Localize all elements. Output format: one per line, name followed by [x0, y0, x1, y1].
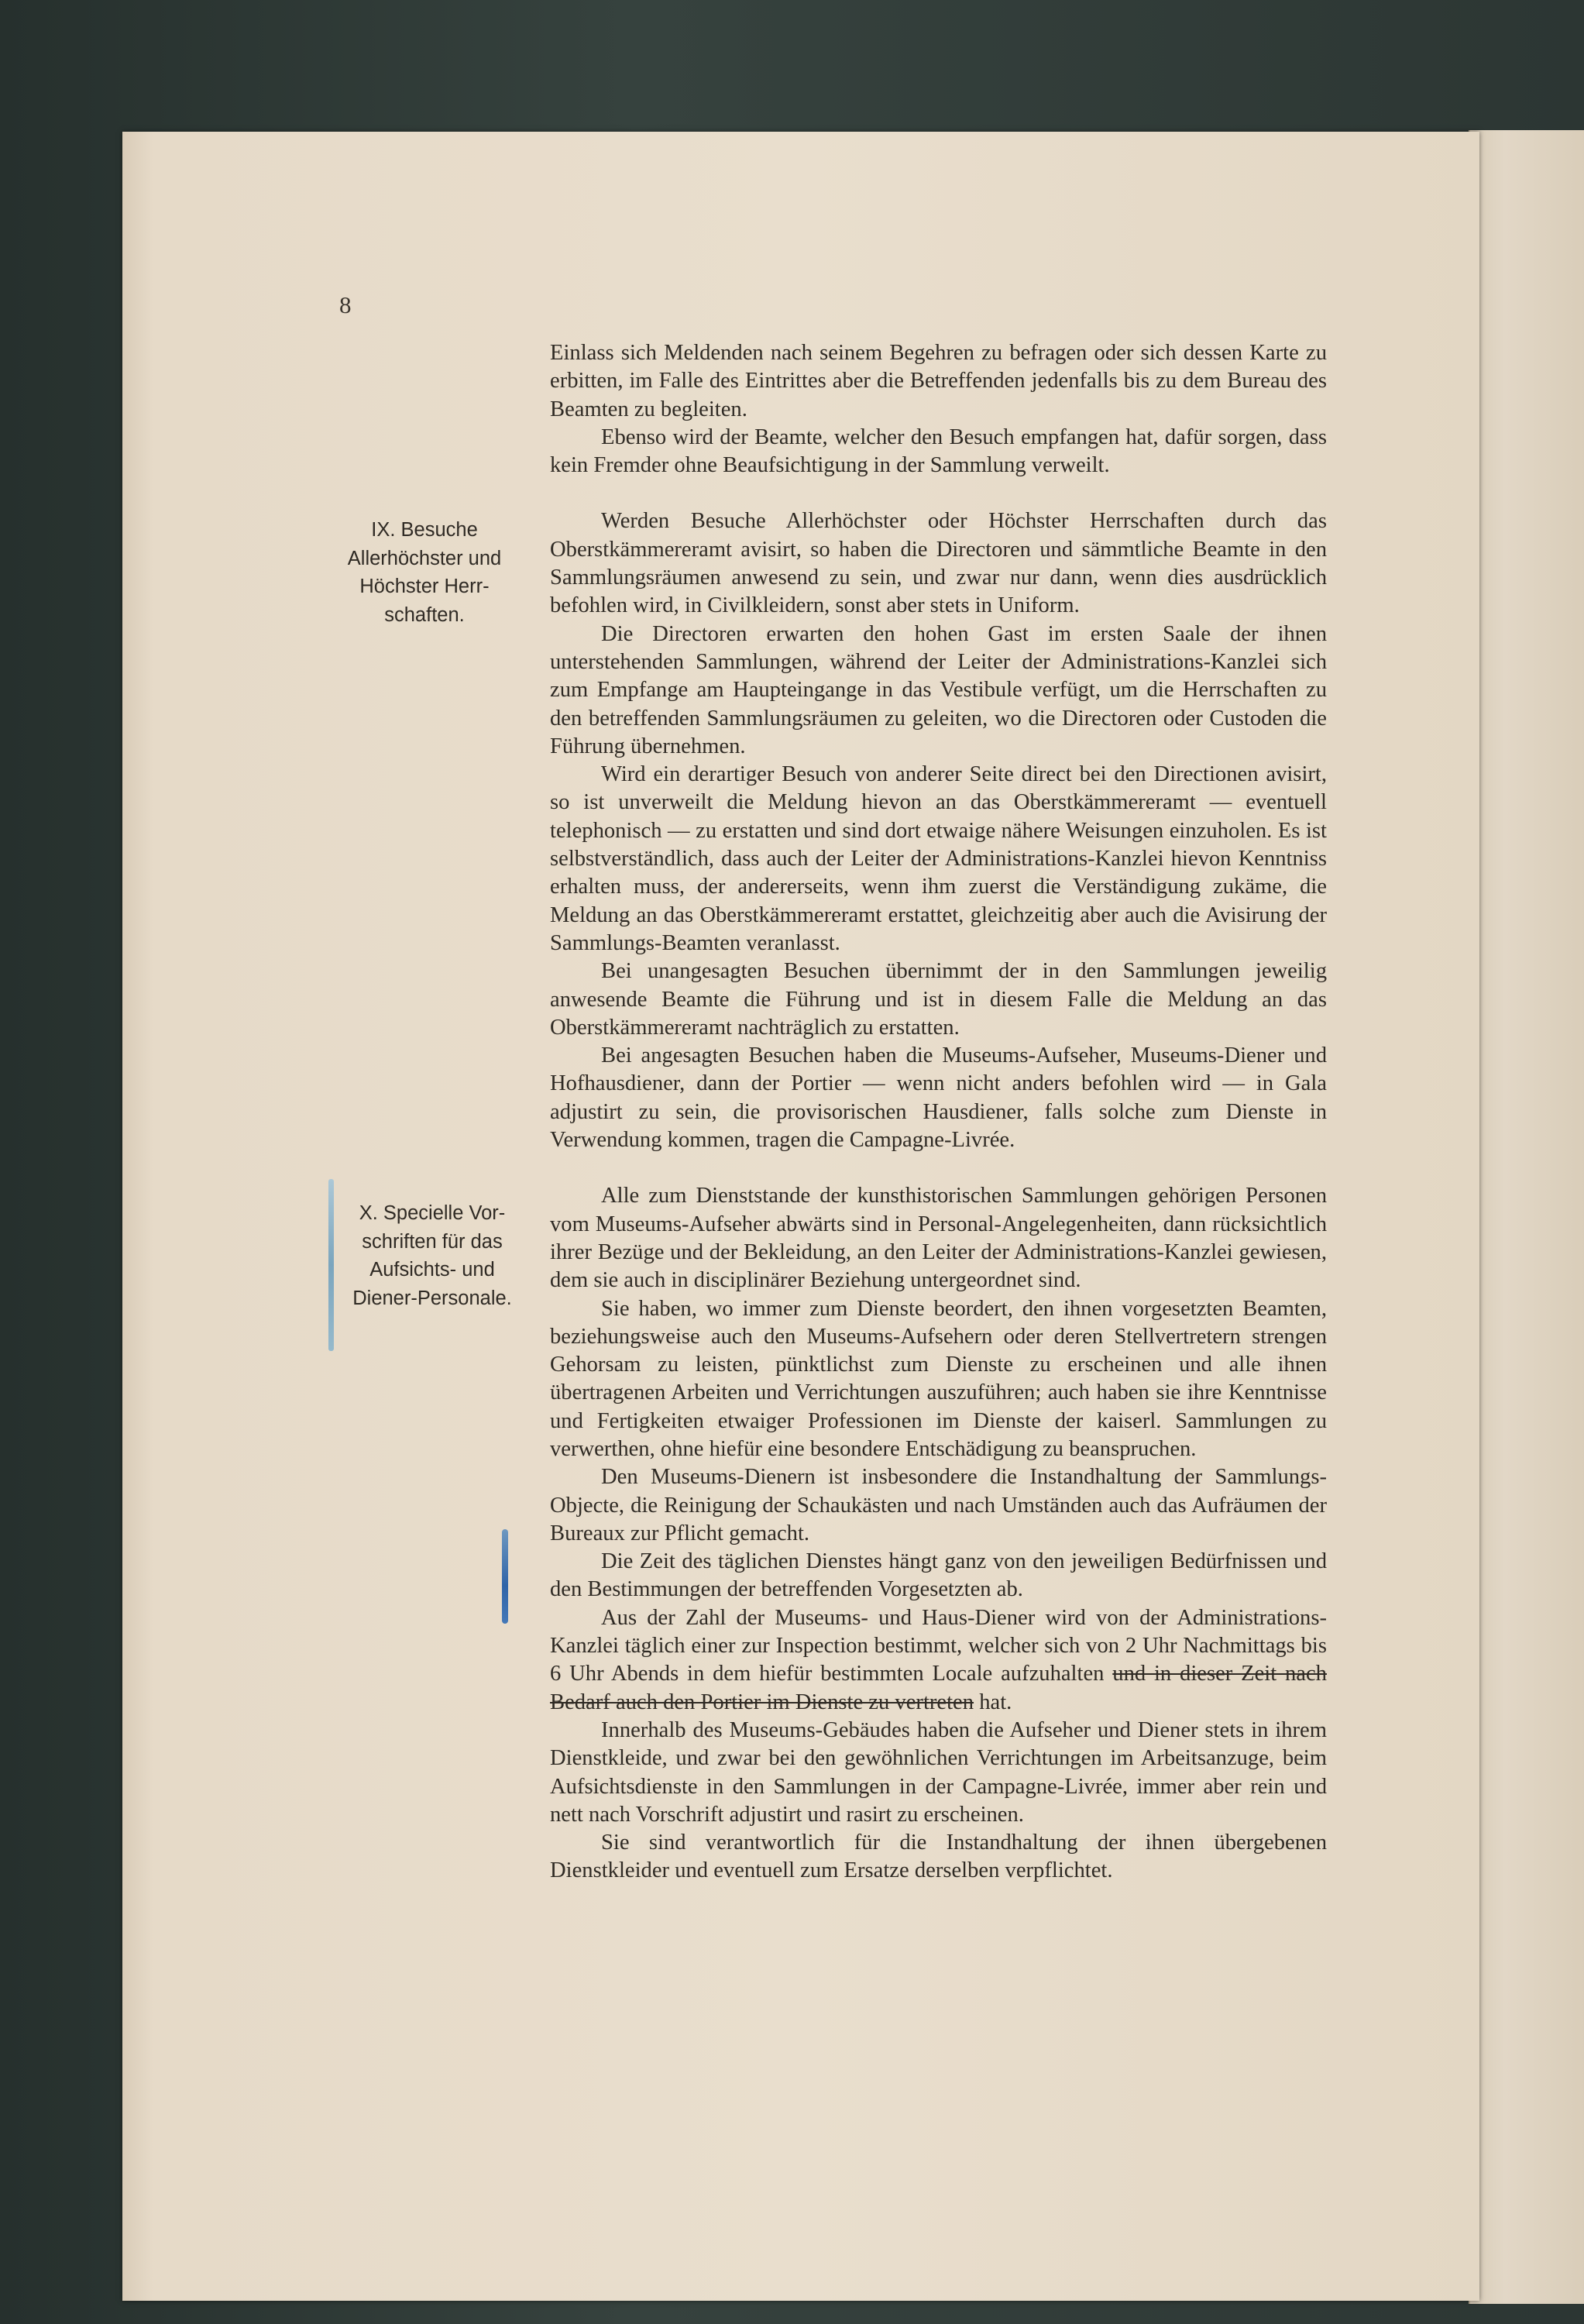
- paragraph: Bei unangesagten Besuchen übernimmt der in den Sammlungen jeweilig anwesende Beamte die Führung und ist in diesem Falle die Meldung an das Oberstkämmereramt nachträglich zu erstatten.: [550, 959, 1327, 1040]
- paragraph: [550, 1604, 1327, 1717]
- paragraph: Wird ein derartiger Besuch von anderer Seite direct bei den Directionen avisirt, so ist unverweilt die Meldung hievon an das Oberstkämmereramt — eventuell telephonisch — zu erstatten und sind dort etwaige nähere Weisungen einzuholen. Es ist selbstverständlich, dass auch der Leiter der Administrations-Kanzlei hievon Kenntniss erhalten muss, der andererseits, wenn ihm zuerst die Verständigung zukäme, die Meldung an das Oberstkämmereramt erstattet, gleichzeitig aber auch die Avisirung der Sammlungs-Beamten veranlasst.: [550, 762, 1327, 955]
- sidenote-line: X. Specielle Vor-: [359, 1202, 506, 1224]
- struck-through-text: und in dieser Zeit nach Bedarf auch den Portier im Dienste zu vertreten: [550, 1662, 1327, 1714]
- sidenote-x-vorschriften: [324, 1199, 541, 1312]
- paragraph: Den Museums-Dienern ist insbesondere die Instandhaltung der Sammlungs-Objecte, die Reinigung der Schaukästen und nach Umständen auch das Aufräumen der Bureaux zur Pflicht gemacht.: [550, 1465, 1327, 1545]
- paragraph: Alle zum Dienststande der kunsthistorischen Sammlungen gehörigen Personen vom Museums-Aufseher abwärts sind in Personal-Angelegenheiten, dann rücksichtlich ihrer Bezüge und der Bekleidung, an den Leiter der Administrations-Kanzlei gewiesen, dem sie auch in disciplinärer Beziehung untergeordnet sind.: [550, 1184, 1327, 1293]
- paragraph: Werden Besuche Allerhöchster oder Höchster Herrschaften durch das Oberstkämmereramt avisirt, so haben die Directoren und sämmtliche Beamte in den Sammlungsräumen anwesend zu sein, und zwar nur dann, wenn dies ausdrücklich befohlen wird, in Civilkleidern, sonst aber stets in Uniform.: [550, 509, 1327, 618]
- paragraph: Sie sind verantwortlich für die Instandhaltung der ihnen übergebenen Dienstkleider und eventuell zum Ersatze derselben verpflichtet.: [550, 1831, 1327, 1883]
- paragraph: Bei angesagten Besuchen haben die Museums-Aufseher, Museums-Diener und Hofhausdiener, dann der Portier — wenn nicht anders befohlen wird — in Gala adjustirt zu sein, die provisorischen Hausdiener, falls solche zum Dienste in Verwendung kommen, tragen die Campagne-Livrée.: [550, 1043, 1327, 1153]
- sidenote-ix-besuche: [316, 516, 533, 629]
- sidenote-line: schaften.: [384, 603, 465, 626]
- paragraph: Einlass sich Meldenden nach seinem Begehren zu befragen oder sich dessen Karte zu erbitten, im Falle des Eintrittes aber die Betreffenden jedenfalls bis zu dem Bureau des Beamten zu begleiten.: [550, 341, 1327, 421]
- sidenote-line: Allerhöchster und: [347, 547, 502, 569]
- sidenote-line: Höchster Herr-: [359, 576, 490, 597]
- sidenote-line: schriften für das: [362, 1230, 503, 1253]
- sidenote-line: IX. Besuche: [371, 519, 478, 541]
- blue-ink-margin-mark: [502, 1529, 508, 1624]
- paragraph-text: Aus der Zahl der Museums- und Haus-Diener wird von der Administrations-Kanzlei täglich einer zur Inspection bestimmt, welcher sich von 2 Uhr Nachmittags bis 6 Uhr Abends in dem hiefür bestimmten Locale aufzuhalten: [550, 1605, 1327, 1686]
- body-text: [550, 339, 1327, 1886]
- page-number: 8: [339, 291, 352, 318]
- paragraph: Sie haben, wo immer zum Dienste beordert, den ihnen vorgesetzten Beamten, beziehungsweise auch den Museums-Aufsehern oder deren Stellvertretern strengen Gehorsam zu leisten, pünktlichst zum Dienste zu erscheinen und alle ihnen übertragenen Arbeiten und Verrichtungen auszuführen; auch haben sie ihre Kenntnisse und Fertigkeiten etwaiger Professionen im Dienste der kaiserl. Sammlungen zu verwerthen, ohne hiefür eine besondere Entschädigung zu beanspruchen.: [550, 1296, 1327, 1461]
- sidenote-line: Diener-Personale.: [352, 1287, 512, 1309]
- paragraph: Ebenso wird der Beamte, welcher den Besuch empfangen hat, dafür sorgen, dass kein Fremder ohne Beaufsichtigung in der Sammlung verweilt.: [550, 425, 1327, 478]
- paragraph-text: hat.: [979, 1690, 1012, 1714]
- paragraph: Die Directoren erwarten den hohen Gast im ersten Saale der ihnen unterstehenden Sammlungen, während der Leiter der Administrations-Kanzlei sich zum Empfange am Haupteingange in das Vestibule verfügt, um die Herrschaften zu den betreffenden Sammlungsräumen zu geleiten, wo die Directoren oder Custoden die Führung übernehmen.: [550, 621, 1327, 758]
- sidenote-line: Aufsichts- und: [369, 1259, 495, 1281]
- facing-page-edge: [1469, 130, 1584, 2304]
- paragraph: Innerhalb des Museums-Gebäudes haben die Aufseher und Diener stets in ihrem Dienstkleide, und zwar bei den gewöhnlichen Verrichtungen im Arbeitsanzuge, beim Aufsichtsdienste in den Sammlungen in der Campagne-Livrée, immer aber rein und nett nach Vorschrift adjustirt und rasirt zu erscheinen.: [550, 1717, 1327, 1827]
- paragraph: Die Zeit des täglichen Dienstes hängt ganz von den jeweiligen Bedürfnissen und den Bestimmungen der betreffenden Vorgesetzten ab.: [550, 1549, 1327, 1602]
